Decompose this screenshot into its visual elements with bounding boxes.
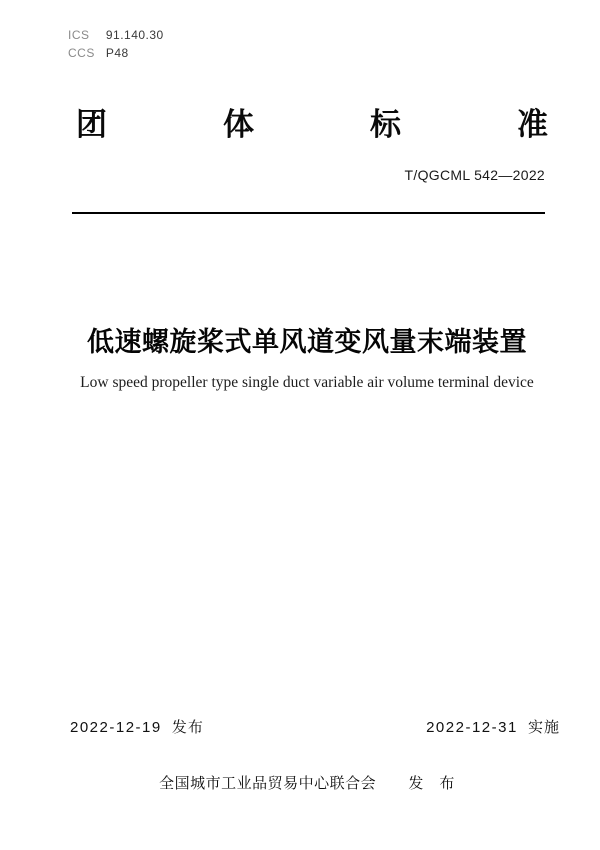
ics-code: 91.140.30: [105, 28, 164, 42]
publisher-name: 全国城市工业品贸易中心联合会: [159, 775, 377, 792]
implement-label: 实施: [527, 719, 560, 736]
doc-type-char: 准: [517, 107, 548, 142]
document-title-chinese: 低速螺旋桨式单风道变风量末端装置: [87, 327, 527, 357]
ics-line: [68, 26, 164, 44]
ics-label: ICS: [68, 28, 90, 42]
classification-block: [68, 26, 164, 62]
issue-label: 发布: [171, 719, 204, 736]
document-title-english: Low speed propeller type single duct variable air volume terminal device: [80, 374, 534, 391]
implement-date-line: [426, 716, 560, 737]
ccs-code: P48: [105, 46, 129, 60]
doc-type-char: 体: [223, 107, 254, 142]
date-row: [70, 716, 560, 737]
issue-date: 2022-12-19: [70, 719, 162, 736]
ccs-label: CCS: [68, 46, 95, 60]
doc-type-char: 标: [370, 107, 401, 142]
issue-date-line: [70, 716, 204, 737]
header-rule: [72, 212, 545, 214]
standard-number: T/QGCML 542—2022: [404, 167, 545, 183]
doc-type-char: 团: [76, 107, 107, 142]
publish-label: 发 布: [408, 775, 455, 792]
publisher-line: [61, 772, 553, 793]
ccs-line: [68, 44, 164, 62]
doc-type-heading: [76, 99, 548, 144]
implement-date: 2022-12-31: [426, 719, 518, 736]
